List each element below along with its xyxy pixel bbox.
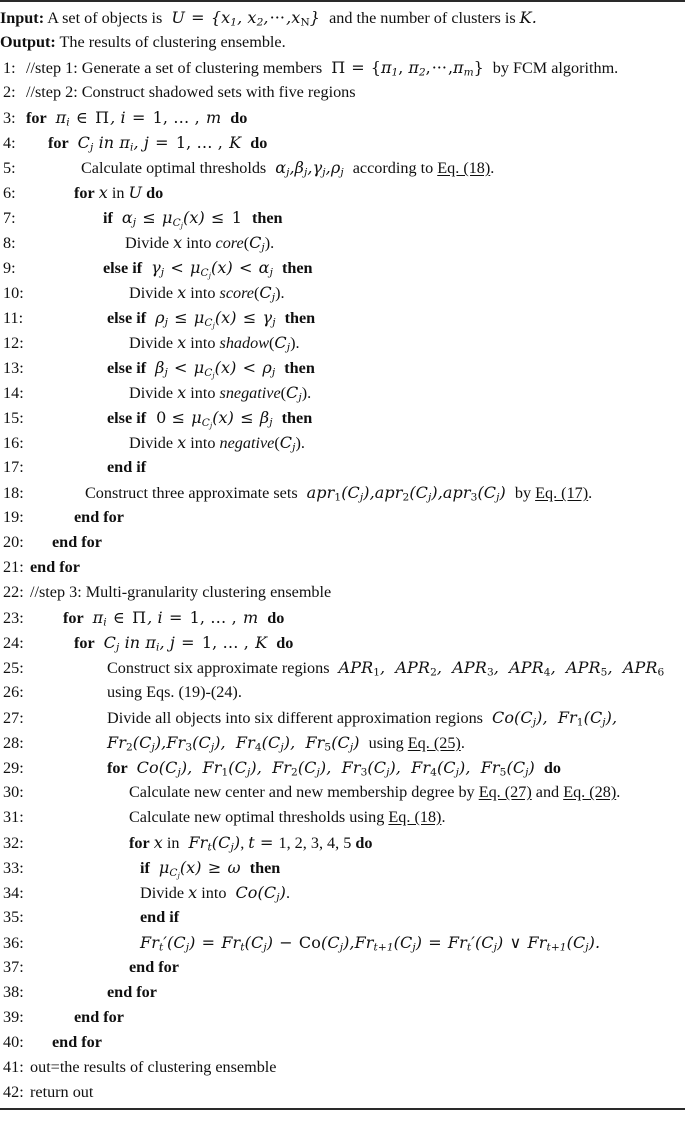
- algorithm-line-7: [0, 205, 685, 230]
- line-content: out=the results of clustering ensemble: [30, 1058, 277, 1076]
- line-number: 22:: [3, 583, 24, 601]
- algorithm-line-17: [0, 455, 685, 480]
- line-number: 40:: [3, 1033, 24, 1051]
- line-number: 27:: [3, 709, 24, 727]
- line-number: 5:: [3, 159, 16, 177]
- line-content: else if $\beta_j < \mu_{C_j}(x) < \rho_j$ then: [107, 358, 315, 380]
- algorithm-line-31: [0, 805, 685, 830]
- line-content: for $C_j$ in $\pi_i$, j = 1, … , K do: [48, 133, 268, 154]
- line-number: 20:: [3, 533, 24, 551]
- line-content: for $\pi_i$ ∈ Π, i = 1, … , m do: [26, 108, 248, 129]
- line-content: Construct three approximate sets $apr_1(C_j),apr_2(C_j),apr_3(C_j)$ by Eq. (17).: [85, 483, 593, 504]
- line-number: 37:: [3, 958, 24, 976]
- line-content: else if $0 \le \mu_{C_j}(x) \le \beta_j$ then: [107, 408, 313, 430]
- line-content: Divide x into $score(C_j)$.: [129, 283, 285, 304]
- algorithm-line-6: [0, 180, 685, 205]
- line-number: 42:: [3, 1083, 24, 1101]
- output-label: Output:: [0, 33, 56, 51]
- line-content: //step 2: Construct shadowed sets with five regions: [26, 83, 356, 101]
- line-number: 15:: [3, 409, 24, 427]
- line-number: 24:: [3, 634, 24, 652]
- algorithm-line-12: [0, 330, 685, 355]
- algorithm-line-3: [0, 105, 685, 130]
- line-number: 4:: [3, 134, 16, 152]
- algorithm-line-15: [0, 405, 685, 430]
- algorithm-line-42: [0, 1080, 685, 1105]
- line-number: 23:: [3, 609, 24, 627]
- line-content: end for: [74, 1008, 124, 1026]
- algorithm-line-20: [0, 530, 685, 555]
- line-number: 16:: [3, 434, 24, 452]
- algorithm-line-1: [0, 55, 685, 80]
- line-content: end for: [52, 1033, 102, 1051]
- algorithm-line-18: [0, 480, 685, 505]
- algorithm-line-36: [0, 930, 685, 955]
- line-content: Divide x into $Co(C_j)$.: [140, 883, 290, 904]
- line-content: for x in U do: [74, 183, 164, 202]
- algorithm-line-30: [0, 780, 685, 805]
- algorithm-line-10: [0, 280, 685, 305]
- line-number: 32:: [3, 834, 24, 852]
- algorithm-line-29: [0, 755, 685, 780]
- algorithm-line-21: [0, 555, 685, 580]
- line-number: 39:: [3, 1008, 24, 1026]
- line-number: 7:: [3, 209, 16, 227]
- line-number: 6:: [3, 184, 16, 202]
- input-math: $U = \{x_1$, $x_2,\cdot\cdot\cdot,x_N$}: [171, 8, 321, 29]
- algorithm-line-16: [0, 430, 685, 455]
- algorithm-line-22: [0, 580, 685, 605]
- line-content: //step 3: Multi-granularity clustering ensemble: [30, 583, 332, 601]
- line-number: 12:: [3, 334, 24, 352]
- algorithm-line-26: [0, 680, 685, 705]
- algorithm-line-41: [0, 1055, 685, 1080]
- algorithm-line-23: [0, 605, 685, 630]
- line-number: 38:: [3, 983, 24, 1001]
- algorithm-line-38: [0, 980, 685, 1005]
- line-number: 33:: [3, 859, 24, 877]
- line-number: 9:: [3, 259, 16, 277]
- input-math-b: K.: [519, 8, 537, 27]
- input-label: Input:: [0, 9, 45, 27]
- line-number: 10:: [3, 284, 24, 302]
- algorithm-line-24: [0, 630, 685, 655]
- line-content: Calculate new optimal thresholds using Eq. (18).: [129, 808, 446, 826]
- eq-link-28[interactable]: Eq. (28): [563, 783, 617, 801]
- algorithm-line-40: [0, 1030, 685, 1055]
- algorithm-line-33: [0, 855, 685, 880]
- line-content: end for: [30, 558, 80, 576]
- algorithm-line-28: [0, 730, 685, 755]
- line-content: for $\pi_i$ ∈ Π, i = 1, … , m do: [63, 608, 285, 629]
- line-content: $Fr_t'(C_j) = Fr_t(C_j) - Co(C_j),Fr_{t+1}(C_j) = Fr_t'(C_j)$ ∨ $Fr_{t+1}(C_j)$.: [140, 933, 601, 954]
- line-content: if $\alpha_j \le \mu_{C_j}(x) \le 1$ then: [103, 208, 283, 230]
- algorithm-line-35: [0, 905, 685, 930]
- algorithm-lines: [0, 4, 685, 1105]
- line-content: if $\mu_{C_j}(x) \ge \omega$ then: [140, 858, 281, 880]
- line-number: 35:: [3, 908, 24, 926]
- line-content: Divide x into $shadow(C_j)$.: [129, 333, 300, 354]
- line-number: 31:: [3, 808, 24, 826]
- algorithm-line-19: [0, 505, 685, 530]
- algorithm-line-37: [0, 955, 685, 980]
- line-content: Calculate new center and new membership degree by Eq. (27) and Eq. (28).: [129, 783, 621, 801]
- algorithm-line-27: [0, 705, 685, 730]
- line-number: 25:: [3, 659, 24, 677]
- eq-link-18b[interactable]: Eq. (18): [388, 808, 442, 826]
- line-number: 29:: [3, 759, 24, 777]
- line-content: end if: [140, 908, 180, 926]
- algorithm-line-14: [0, 380, 685, 405]
- line-content: Calculate optimal thresholds $\alpha_j,\beta_j,\gamma_j,\rho_j$ according to Eq. (18).: [81, 158, 495, 179]
- eq-link-17[interactable]: Eq. (17): [535, 484, 589, 502]
- line-content: return out: [30, 1083, 94, 1101]
- line-content: for x in $Fr_t(C_j)$, t = 1, 2, 3, 4, 5 do: [129, 833, 373, 854]
- line-content: Divide x into $core(C_j)$.: [125, 233, 275, 254]
- input-text-b: and the number of clusters is: [329, 9, 516, 27]
- line-content: for $C_j$ in $\pi_i$, j = 1, … , K do: [74, 633, 294, 654]
- input-text-a: A set of objects is: [47, 9, 163, 27]
- line-number: 21:: [3, 558, 24, 576]
- line-number: 11:: [3, 309, 24, 327]
- line-number: 8:: [3, 234, 16, 252]
- algorithm-line-2: [0, 80, 685, 105]
- line-content: Divide all objects into six different approximation regions $Co(C_j)$, $Fr_1(C_j)$,: [107, 708, 618, 729]
- line-number: 26:: [3, 683, 24, 701]
- line-number: 28:: [3, 734, 24, 752]
- input-line: [0, 5, 685, 30]
- line-number: 30:: [3, 783, 24, 801]
- algorithm-line-13: [0, 355, 685, 380]
- line-content: using Eqs. (19)-(24).: [107, 683, 242, 701]
- eq-link-25[interactable]: Eq. (25): [407, 734, 461, 752]
- line-content: end for: [129, 958, 179, 976]
- line-content: $Fr_2(C_j),Fr_3(C_j)$, $Fr_4(C_j)$, $Fr_5(C_j)$ using Eq. (25).: [107, 733, 465, 754]
- line-content: end if: [107, 458, 147, 476]
- line-content: else if $\rho_j \le \mu_{C_j}(x) \le \gamma_j$ then: [107, 308, 316, 330]
- output-line: [0, 30, 685, 55]
- line-number: 3:: [3, 109, 16, 127]
- line-content: end for: [107, 983, 157, 1001]
- algorithm-line-8: [0, 230, 685, 255]
- eq-link-18[interactable]: Eq. (18): [437, 159, 491, 177]
- line-number: 17:: [3, 458, 24, 476]
- bottom-rule: [0, 1108, 685, 1110]
- algorithm-line-9: [0, 255, 685, 280]
- line-number: 2:: [3, 83, 16, 101]
- line-content: //step 1: Generate a set of clustering members $\Pi = \{\pi_1$, $\pi_2,\cdot\cdot\cdot,\pi_m$} by FCM algorithm.: [26, 58, 619, 79]
- algorithm-line-32: [0, 830, 685, 855]
- line-number: 41:: [3, 1058, 24, 1076]
- eq-link-27[interactable]: Eq. (27): [478, 783, 532, 801]
- line-number: 36:: [3, 934, 24, 952]
- output-text: The results of clustering ensemble.: [59, 33, 286, 51]
- line-number: 18:: [3, 484, 24, 502]
- line-number: 13:: [3, 359, 24, 377]
- line-content: else if $\gamma_j < \mu_{C_j}(x) < \alpha_j$ then: [103, 258, 313, 280]
- line-content: Divide x into $negative(C_j)$.: [129, 433, 305, 454]
- line-content: Divide x into $snegative(C_j)$.: [129, 383, 312, 404]
- algorithm-line-11: [0, 305, 685, 330]
- algorithm-line-5: [0, 155, 685, 180]
- algorithm-line-34: [0, 880, 685, 905]
- line-number: 1:: [3, 59, 16, 77]
- algorithm-line-25: [0, 655, 685, 680]
- line-number: 14:: [3, 384, 24, 402]
- line-number: 34:: [3, 884, 24, 902]
- algorithm-line-39: [0, 1005, 685, 1030]
- top-rule: [0, 0, 685, 2]
- line-content: end for: [52, 533, 102, 551]
- line-content: end for: [74, 508, 124, 526]
- line-content: for $Co(C_j)$, $Fr_1(C_j)$, $Fr_2(C_j)$, $Fr_3(C_j)$, $Fr_4(C_j)$, $Fr_5(C_j)$ do: [107, 758, 561, 779]
- line-content: Construct six approximate regions $APR_1$, $APR_2$, $APR_3$, $APR_4$, $APR_5$, $APR_6$: [107, 658, 665, 679]
- line-number: 19:: [3, 508, 24, 526]
- algorithm-line-4: [0, 130, 685, 155]
